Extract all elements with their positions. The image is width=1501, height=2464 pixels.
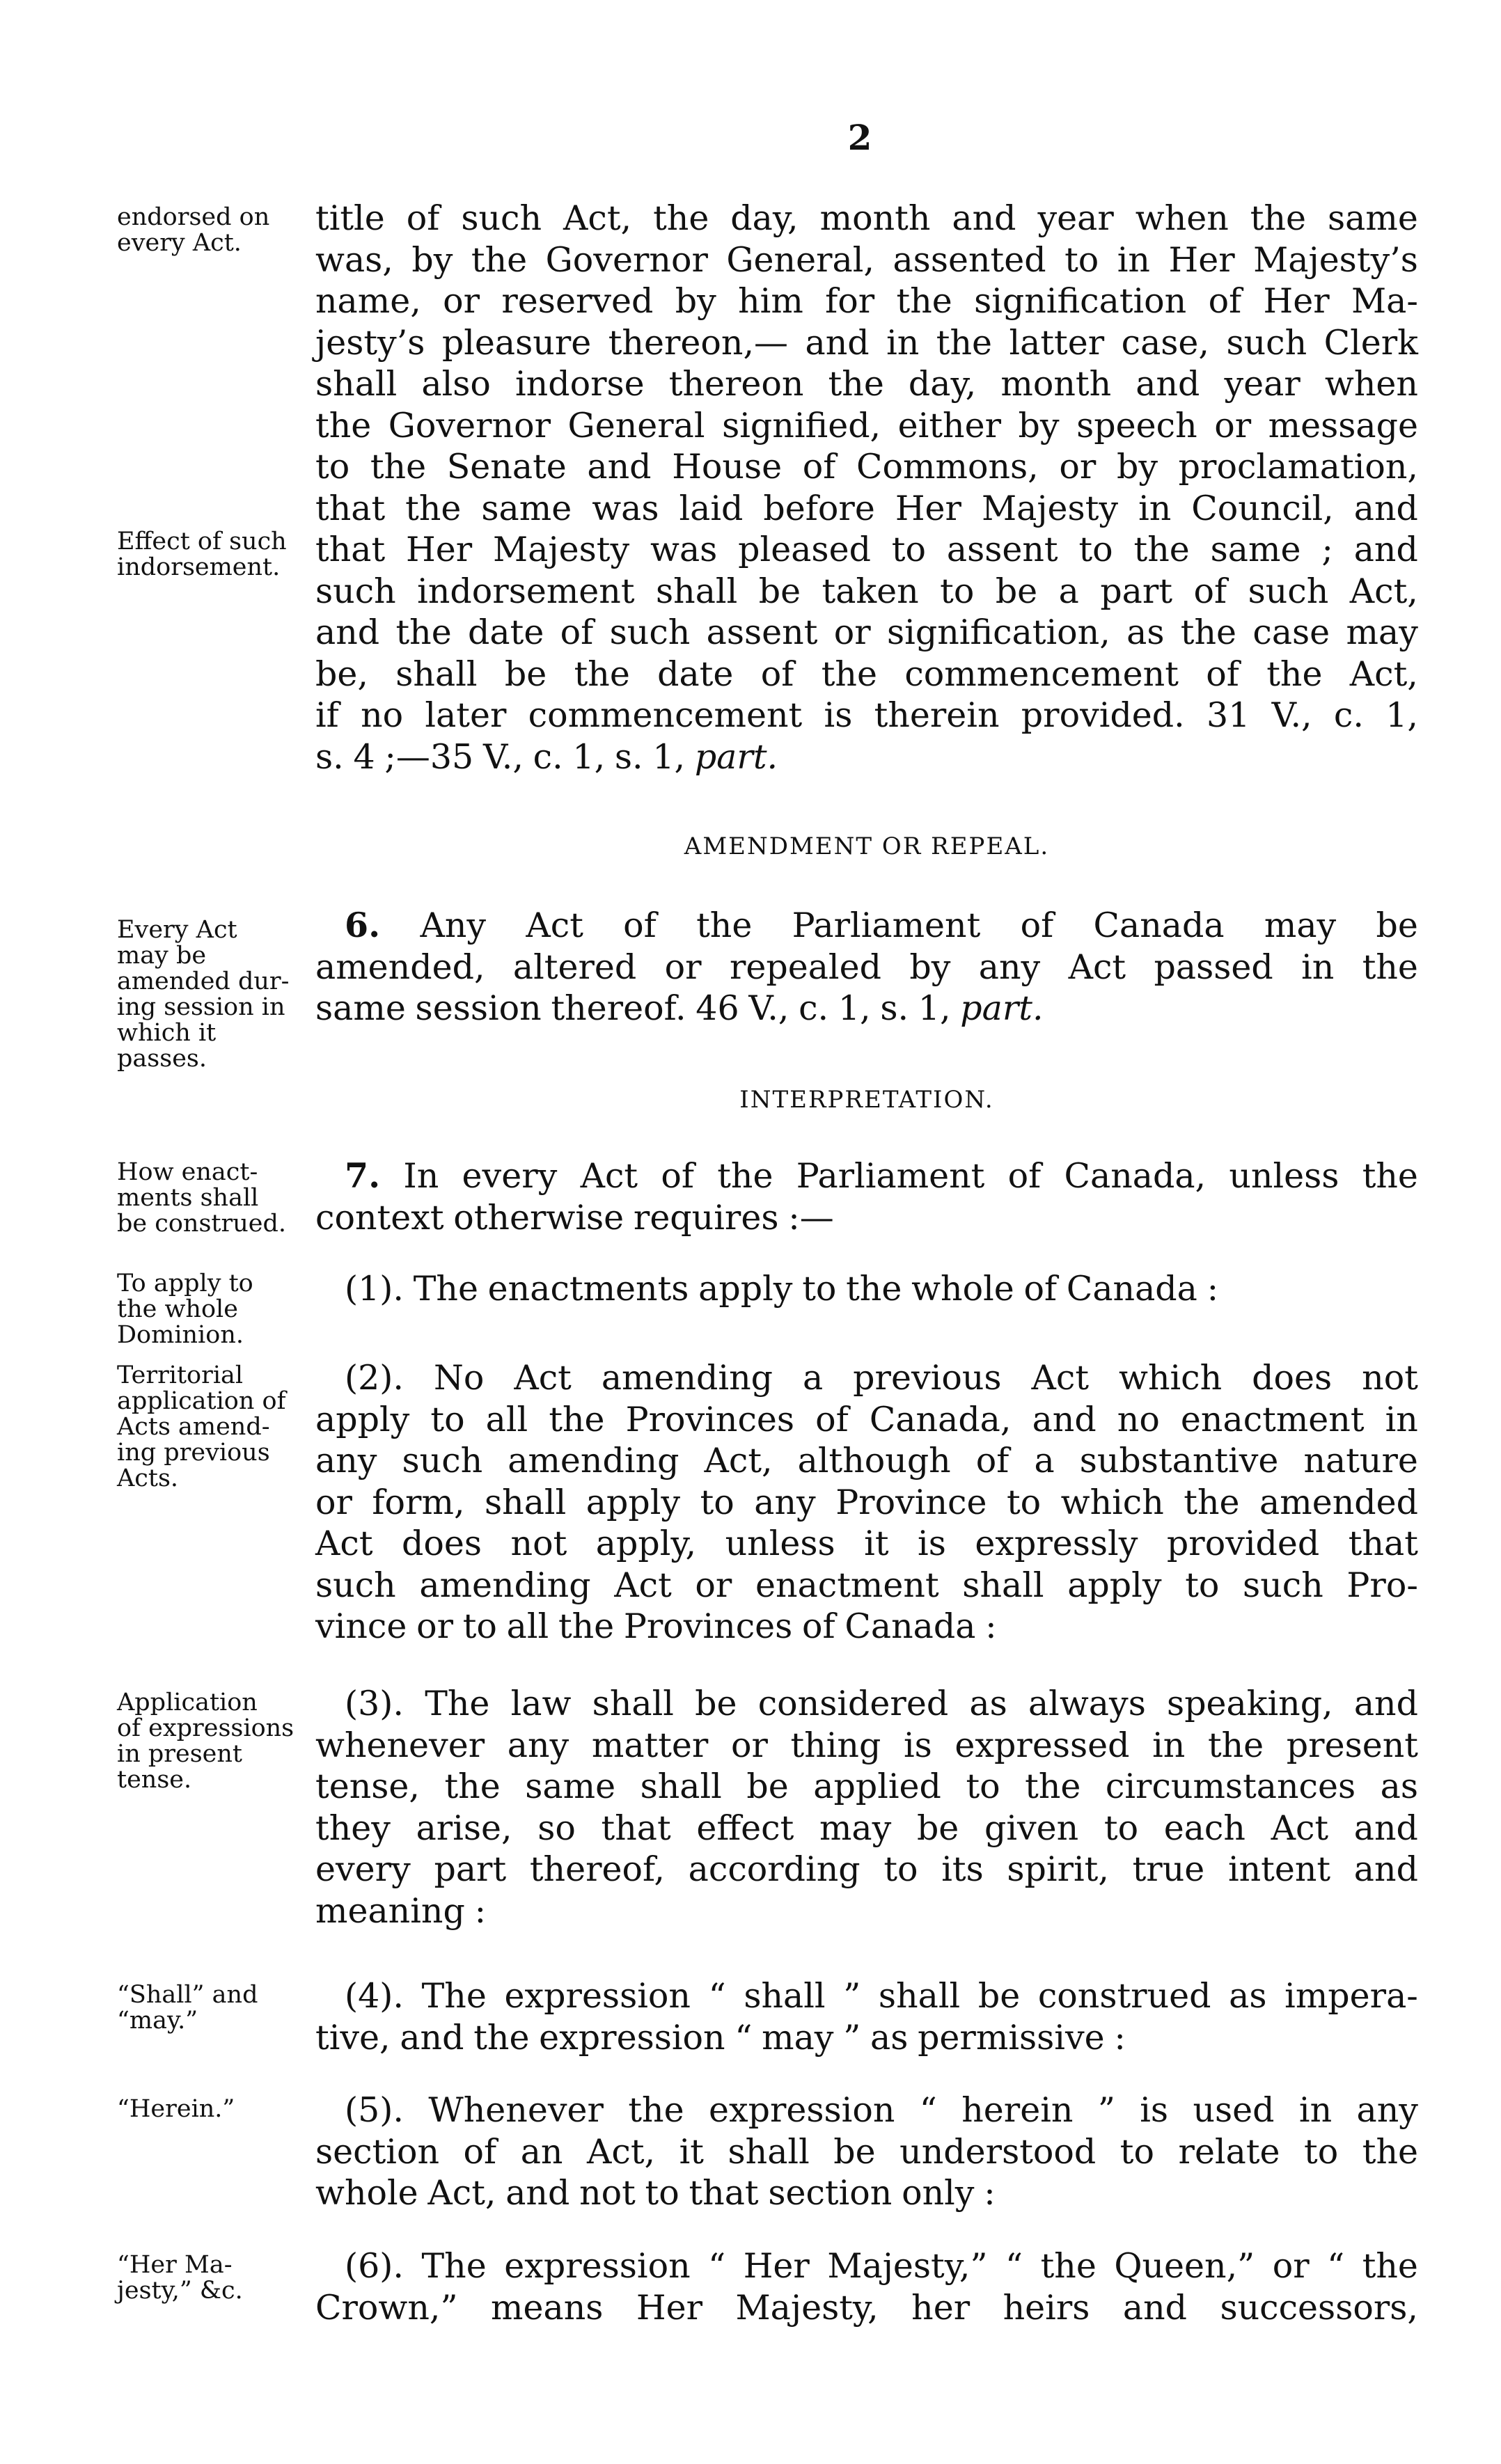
text-line: Act does not apply, unless it is expressly provided that [315,1524,1418,1563]
text-line: (5). Whenever the expression “ herein ” is used in any [345,2090,1418,2130]
text-line: 7. In every Act of the Parliament of Canada, unless the [345,1155,1418,1196]
text-line: that the same was laid before Her Majesty in Council, and [315,488,1418,528]
text-line: name, or reserved by him for the signification of Her Ma- [315,281,1418,321]
text-line-last: whole Act, and not to that section only : [315,2173,996,2213]
side-note-endorsed: endorsed on every Act. [117,203,270,257]
text-line: such amending Act or enactment shall apply to such Pro- [315,1565,1418,1605]
text-line: if no later commencement is therein provided. 31 V., c. 1, [315,695,1418,735]
text-line: was, by the Governor General, assented to in Her Majesty’s [315,239,1418,280]
text-line: amended, altered or repealed by any Act passed in the [315,947,1418,987]
text-line: (4). The expression “ shall ” shall be construed as impera- [345,1976,1418,2016]
text-line: every part thereof, according to its spirit, true intent and [315,1849,1418,1889]
text-line-last: s. 4 ;—35 V., c. 1, s. 1, part. [315,736,778,777]
text-line: title of such Act, the day, month and year when the same [315,198,1418,238]
text-line: apply to all the Provinces of Canada, and no enactment in [315,1399,1418,1439]
text-line: jesty’s pleasure thereon,— and in the latter case, such Clerk [315,322,1418,363]
heading-interpretation: INTERPRETATION. [739,1086,994,1114]
side-note-to-apply: To apply to the whole Dominion. [117,1270,253,1349]
side-note-her-majesty: “Her Ma- jesty,” &c. [117,2251,243,2305]
text-line-last: context otherwise requires :— [315,1197,834,1238]
side-note-effect: Effect of such indorsement. [117,528,287,581]
text-line: any such amending Act, although of a substantive nature [315,1441,1418,1480]
text-line: shall also indorse thereon the day, month and year when [315,364,1418,404]
text-line: that Her Majesty was pleased to assent to the same ; and [315,530,1418,569]
text-line: (3). The law shall be considered as always speaking, and [345,1684,1418,1723]
side-note-application: Application of expressions in present tense. [117,1689,294,1794]
section-7-4 [315,1975,1418,2058]
text-line: be, shall be the date of the commencement of the Act, [315,654,1418,694]
text-line-last: meaning : [315,1890,487,1931]
section-7-1 [315,1268,1418,1310]
section-7-5 [315,2090,1418,2214]
text-line: Crown,” means Her Majesty, her heirs and successors, [315,2287,1418,2328]
text-line: and the date of such assent or signification, as the case may [315,613,1418,652]
text-line: whenever any matter or thing is expressed in the present [315,1725,1418,1765]
text-line-last: vince or to all the Provinces of Canada : [315,1606,997,1646]
section-7-6 [315,2245,1418,2328]
side-note-herein: “Herein.” [117,2095,235,2123]
text-line: (6). The expression “ Her Majesty,” “ the Queen,” or “ the [345,2246,1418,2286]
text-line: to the Senate and House of Commons, or by proclamation, [315,447,1418,487]
heading-amendment-or-repeal: AMENDMENT OR REPEAL. [684,832,1050,860]
section-6 [315,905,1418,1029]
text-line: section of an Act, it shall be understood to relate to the [315,2131,1418,2172]
section-7-2 [315,1357,1418,1648]
text-line-last: (1). The enactments apply to the whole of Canada : [345,1269,1219,1309]
text-line: tense, the same shall be applied to the circumstances as [315,1767,1418,1806]
side-note-territorial: Territorial application of Acts amend- ing previous Acts. [117,1361,286,1492]
text-line: the Governor General signified, either by speech or message [315,405,1418,445]
paragraph-continued [315,198,1418,777]
section-7-3 [315,1683,1418,1932]
text-line-last: same session thereof. 46 V., c. 1, s. 1, part. [315,988,1044,1028]
text-line: 6. Any Act of the Parliament of Canada may be [345,905,1418,945]
text-line: such indorsement shall be taken to be a part of such Act, [315,571,1418,611]
side-note-shall-may: “Shall” and “may.” [117,1981,258,2035]
section-7 [315,1155,1418,1238]
side-note-every-act: Every Act may be amended dur- ing session in which it passes. [117,916,290,1073]
page-number: 2 [847,117,872,158]
text-line: (2). No Act amending a previous Act which does not [345,1358,1418,1398]
text-line-last: tive, and the expression “ may ” as permissive : [315,2017,1126,2058]
text-line: or form, shall apply to any Province to which the amended [315,1482,1418,1522]
text-line: they arise, so that effect may be given to each Act and [315,1808,1418,1848]
side-note-how-enactments: How enact- ments shall be construed. [117,1158,287,1238]
